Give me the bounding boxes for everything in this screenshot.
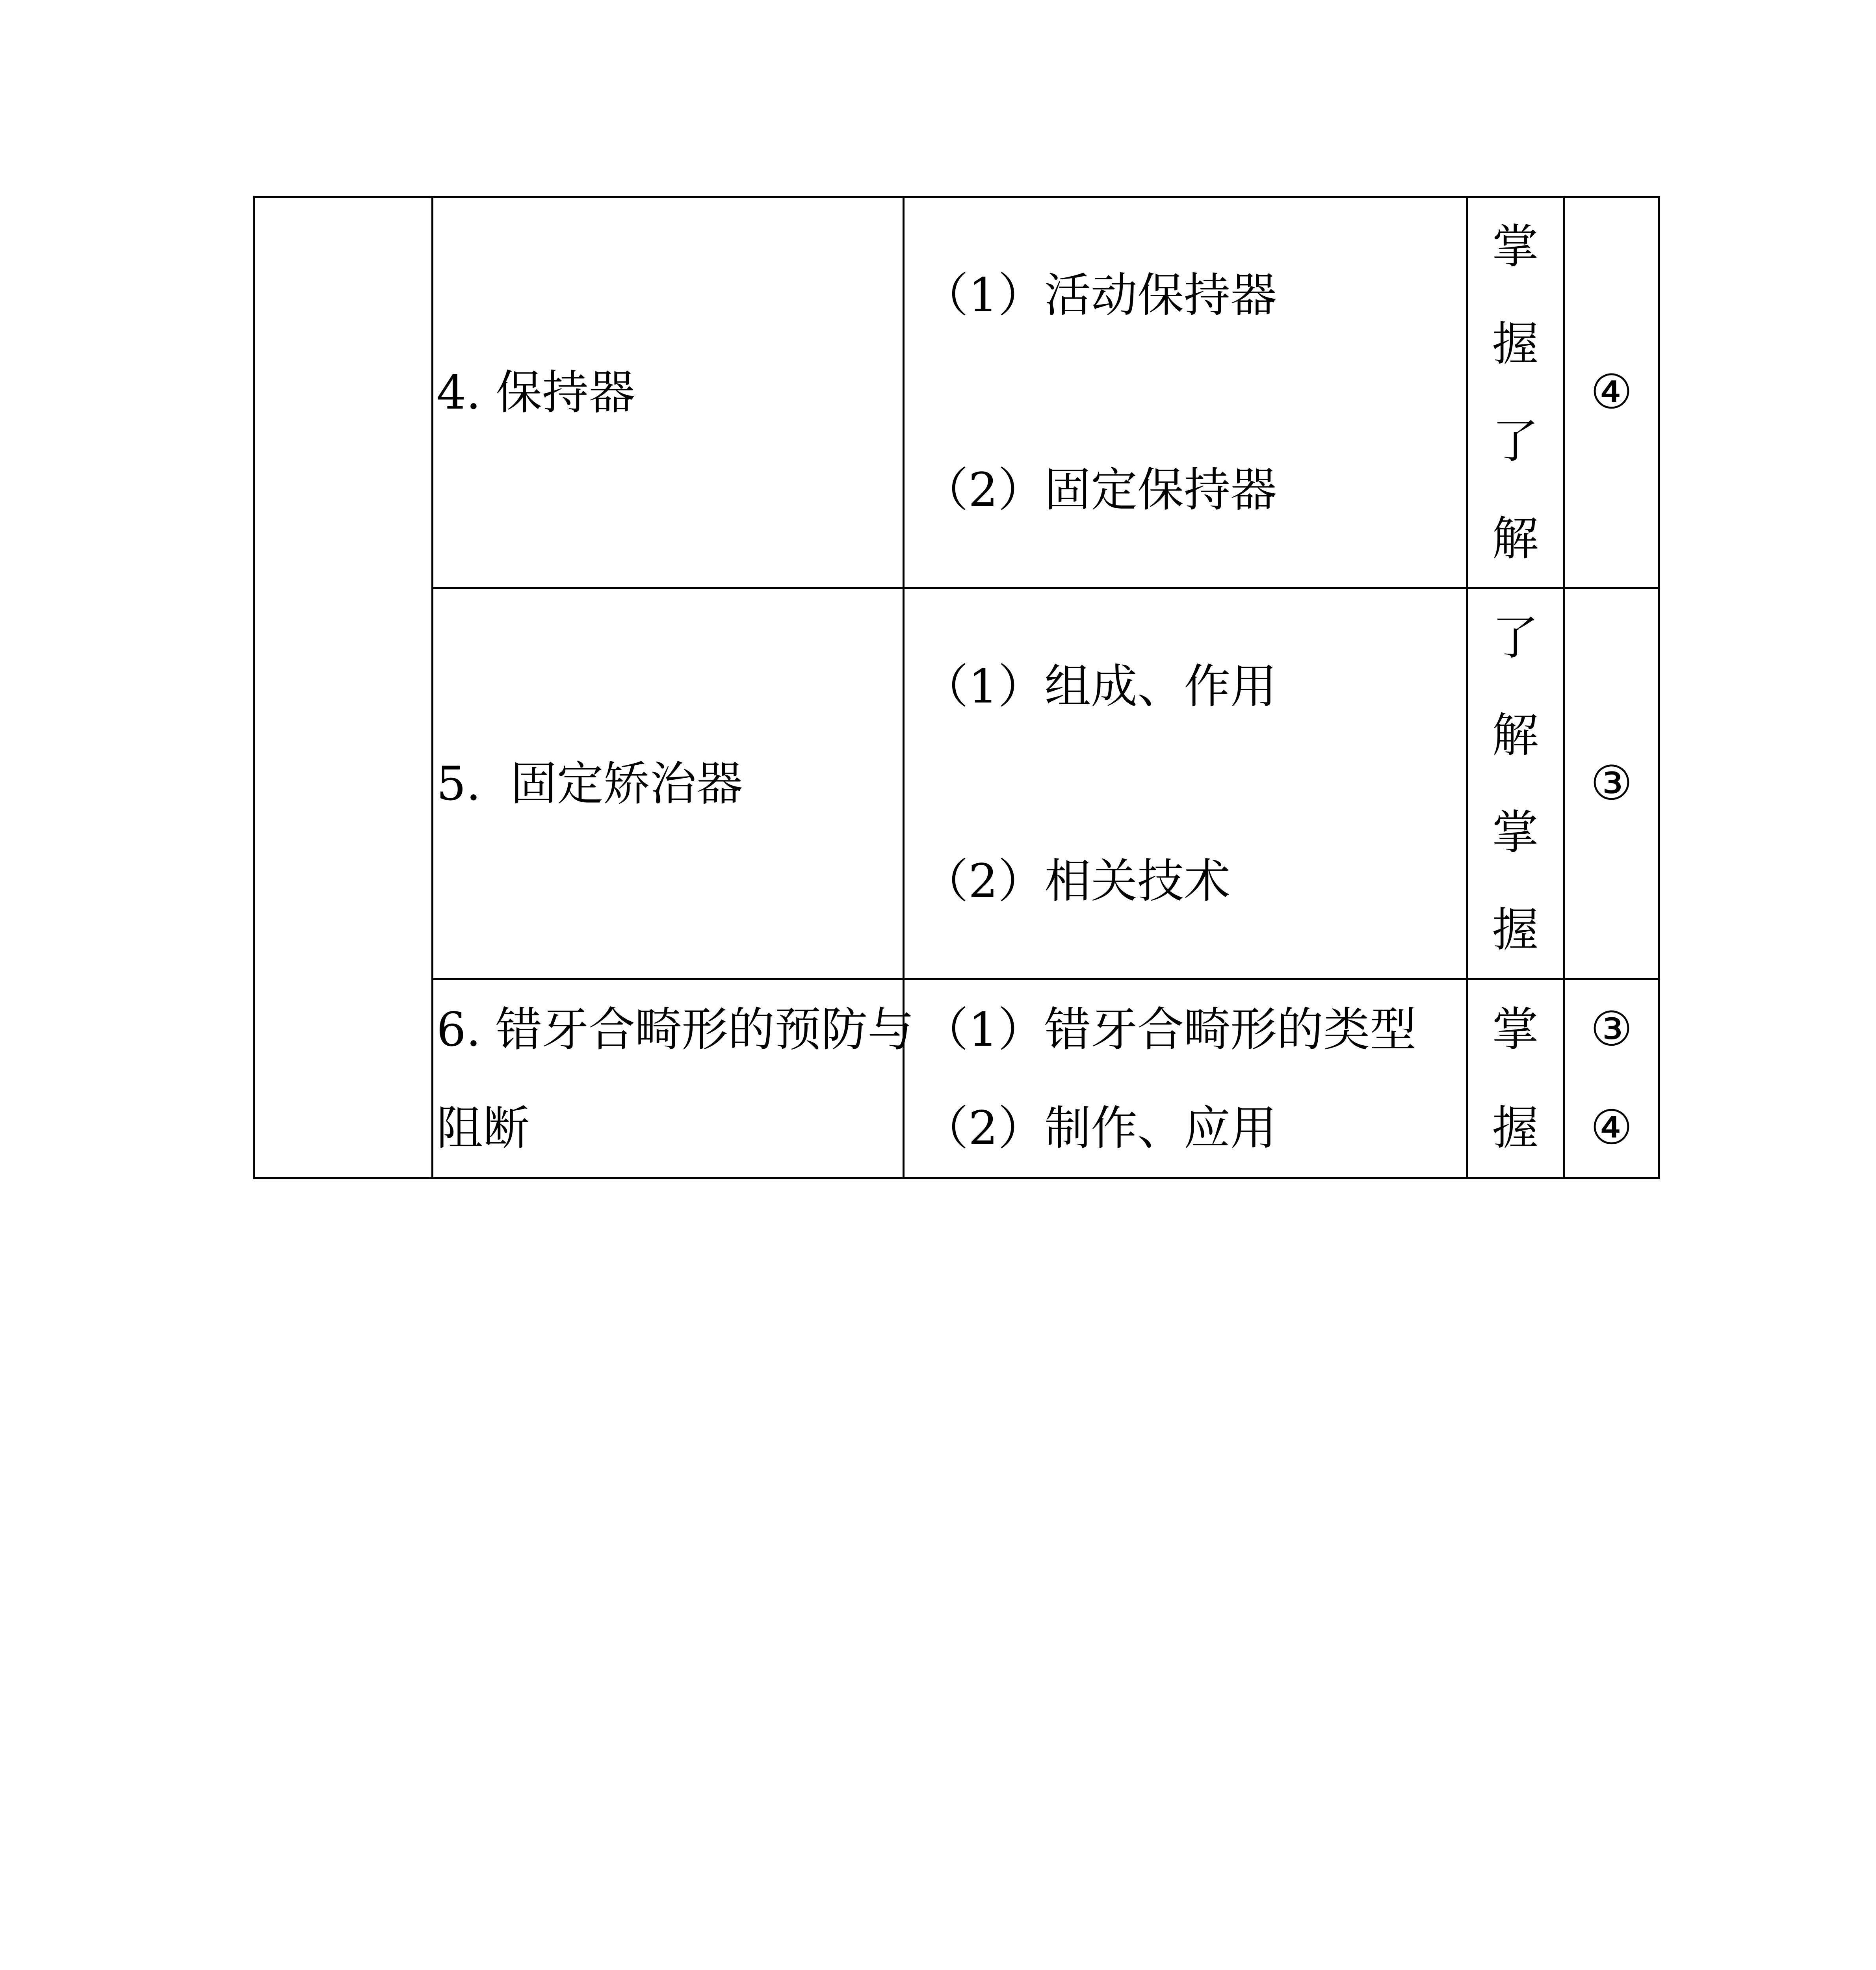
level-char: 握 xyxy=(1492,902,1539,957)
requirement-level-cell xyxy=(1467,979,1564,1178)
table-row xyxy=(254,197,1659,588)
topic-cell xyxy=(433,979,914,1178)
target-cell xyxy=(1564,588,1659,979)
content-cell xyxy=(904,979,1467,1178)
topic-cell xyxy=(433,588,904,979)
level-char: 掌 xyxy=(1492,219,1539,274)
target-symbol: ③ xyxy=(1590,1002,1633,1057)
level-char: 掌 xyxy=(1492,805,1539,860)
topic-label: 4. 保持器 xyxy=(436,365,635,420)
topic-label-continued: 阻断 xyxy=(436,1101,530,1155)
topic-label: 6. 错牙合畸形的预防与 xyxy=(436,1002,914,1057)
content-item: （1）错牙合畸形的类型 xyxy=(922,1002,1417,1057)
topic-label: 5. 固定矫治器 xyxy=(436,756,743,811)
content-item: （2）固定保持器 xyxy=(922,463,1277,517)
content-item: （1）活动保持器 xyxy=(922,268,1277,322)
content-cell xyxy=(904,588,1467,979)
requirement-level-cell xyxy=(1467,588,1564,979)
content-item: （1）组成、作用 xyxy=(922,659,1277,714)
syllabus-table xyxy=(253,196,1660,1179)
target-symbol: ④ xyxy=(1590,1100,1633,1155)
level-char: 解 xyxy=(1492,708,1539,762)
table-row xyxy=(254,588,1659,979)
level-char: 了 xyxy=(1492,414,1539,468)
content-cell xyxy=(904,197,1467,588)
level-char: 了 xyxy=(1492,610,1539,665)
level-char: 解 xyxy=(1492,511,1539,566)
content-item: （2）制作、应用 xyxy=(922,1101,1277,1155)
topic-cell xyxy=(433,197,904,588)
table-row xyxy=(254,979,1659,1178)
content-item: （2）相关技术 xyxy=(922,854,1231,908)
blank-section-cell xyxy=(254,197,433,1178)
target-cell xyxy=(1564,979,1659,1178)
level-char: 掌 xyxy=(1492,1002,1539,1057)
target-cell xyxy=(1564,197,1659,588)
level-char: 握 xyxy=(1492,1101,1539,1155)
requirement-level-cell xyxy=(1467,197,1564,588)
level-char: 握 xyxy=(1492,316,1539,371)
target-symbol: ④ xyxy=(1590,365,1633,420)
target-symbol: ③ xyxy=(1590,756,1633,811)
